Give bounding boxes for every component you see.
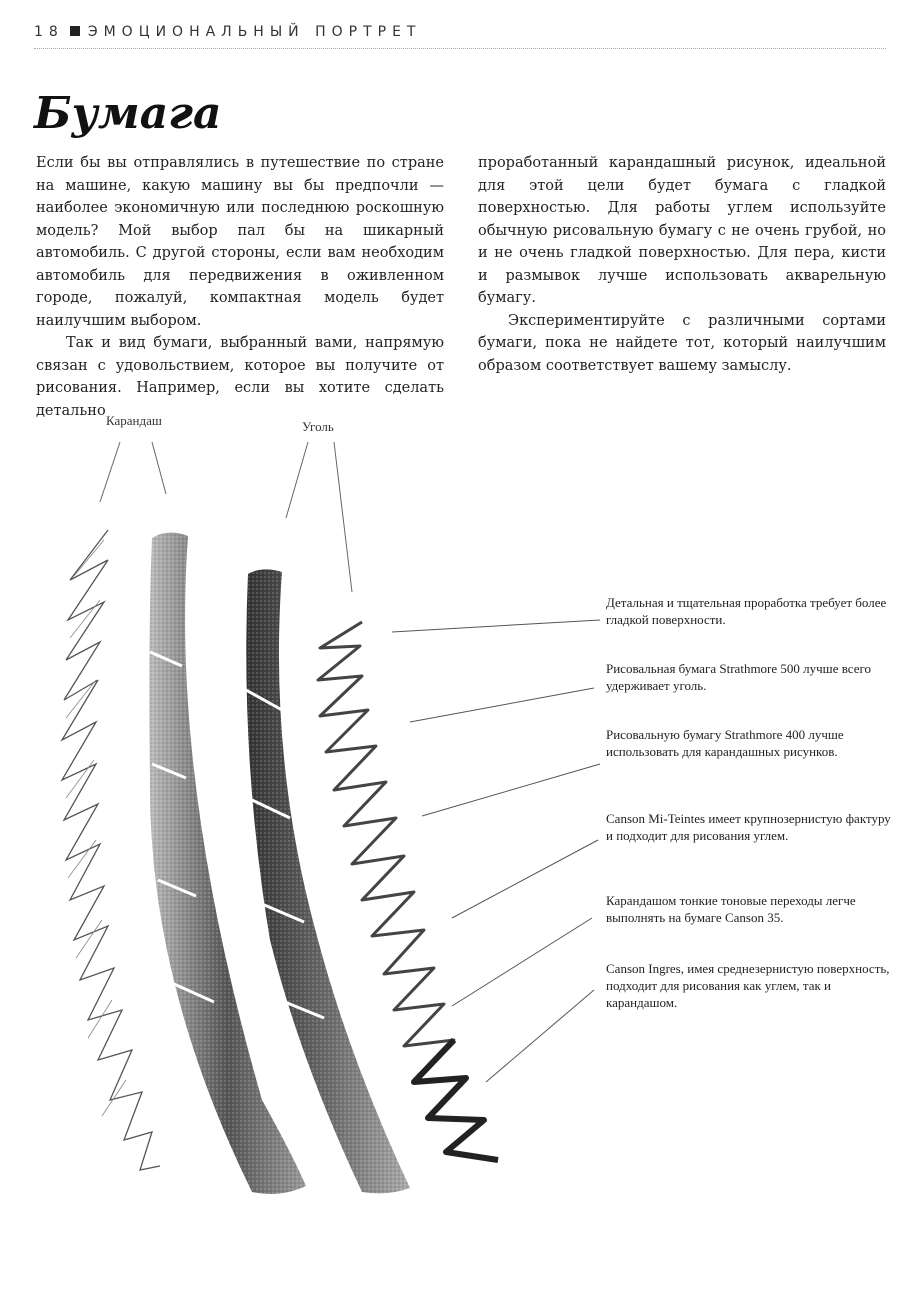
callout-leader-lines [392, 620, 600, 1082]
callout-canson-ingres: Canson Ingres, имея среднезернистую поверхность, подходит для рисования как углем, так и карандашом. [606, 961, 890, 1010]
callout-smooth-surface: Детальная и тщательная проработка требует более гладкой поверхности. [606, 595, 887, 627]
running-head [34, 24, 421, 40]
callout-strathmore-400: Рисовальную бумагу Strathmore 400 лучше использовать для карандашных рисунков. [606, 727, 844, 759]
callout-canson-35: Карандашом тонкие тоновые переходы легче выполнять на бумаге Canson 35. [606, 893, 856, 925]
square-bullet-icon [70, 26, 80, 36]
page-title: Бумага [34, 88, 222, 139]
page-number: 18 [34, 24, 64, 40]
callout-strathmore-500: Рисовальная бумага Strathmore 500 лучше всего удерживает уголь. [606, 661, 871, 693]
pencil-zigzag-strip [62, 530, 160, 1170]
paragraph: Так и вид бумаги, выбранный вами, напрямую связан с удовольствием, которое вы получите от рисования. Например, если вы хотите сделать детально [36, 335, 444, 419]
header-rule [34, 48, 886, 49]
paragraph: Если бы вы отправлялись в путешествие по стране на машине, какую машину вы бы предпочли — наиболее экономичную или последнюю роскошную модель? Мой выбор пал бы на шикарный автомобиль. С другой стороны, если вам необходим автомобиль для передвижения в оживленном городе, пожалуй, компактная модель будет наилучшим выбором. [36, 155, 444, 329]
charcoal-squiggle-dark [414, 1040, 498, 1160]
paragraph: проработанный карандашный рисунок, идеальной для этой цели будет бумага с гладкой поверхностью. Для работы углем используйте обычную рисовальную бумагу с не очень грубой, но и не очень гладкой поверхностью. Для пера, кисти и размывок лучше использовать акварельную бумагу. [478, 155, 886, 306]
charcoal-label: Уголь [302, 419, 334, 434]
section-title: ЭМОЦИОНАЛЬНЫЙ ПОРТРЕТ [87, 24, 422, 40]
pencil-label: Карандаш [106, 413, 162, 428]
pencil-zigzag-shadow [66, 540, 126, 1116]
text-column-right [478, 152, 886, 377]
callout-canson-mi-teintes: Canson Mi-Teintes имеет крупнозернистую фактуру и подходит для рисования углем. [606, 811, 891, 843]
label-leader-lines [100, 442, 352, 592]
paragraph: Экспериментируйте с различными сортами бумаги, пока не найдете тот, который наилучшим образом соответствует вашему замыслу. [478, 312, 886, 374]
paper-samples-figure [0, 380, 900, 1260]
charcoal-strip-grain [246, 569, 410, 1193]
